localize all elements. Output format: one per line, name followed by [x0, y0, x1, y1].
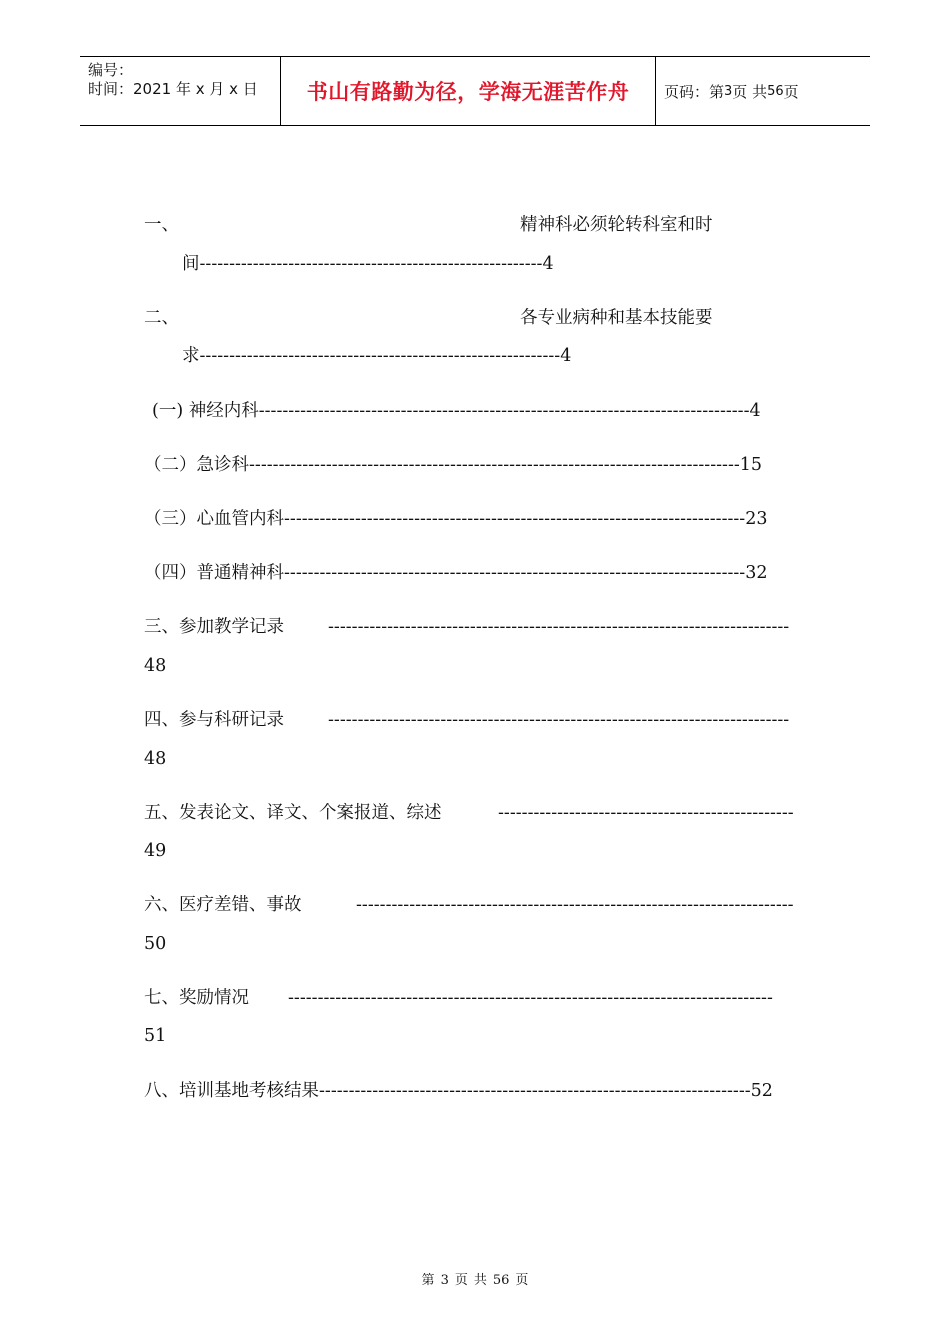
toc-entry-1-title: 精神科必须轮转科室和时 — [520, 215, 713, 235]
toc-entry-8-page: 48 — [144, 749, 167, 769]
header-page-info — [656, 57, 870, 125]
toc-entry-10-title: 六、医疗差错、事故 — [144, 895, 302, 915]
toc-entry-1-number: 一、 — [144, 215, 179, 235]
footer-current-page: 3 — [440, 1273, 449, 1288]
toc-entry-6: （四）普通精神科------------------------------------------------------------------------------32 — [144, 563, 768, 583]
footer-ye: 页 — [454, 1273, 468, 1288]
toc-entry-10-page: 50 — [144, 934, 167, 954]
toc-entry-2-continuation: 求-------------------------------------------------------------4 — [182, 346, 572, 366]
toc-entry-8-title: 四、参与科研记录 — [144, 710, 284, 730]
toc-entry-8-dashes: ------------------------------------------------------------------------------ — [328, 710, 790, 730]
header-meta-cell — [80, 57, 281, 125]
toc-entry-11-title: 七、奖励情况 — [144, 988, 249, 1008]
toc-entry-2-number: 二、 — [144, 308, 179, 328]
document-date-label: 时间：2021 年 x 月 x 日 — [88, 80, 258, 98]
toc-entry-9-title: 五、发表论文、译文、个案报道、综述 — [144, 803, 442, 823]
toc-entry-9-page: 49 — [144, 841, 167, 861]
toc-entry-7-dashes: ------------------------------------------------------------------------------ — [328, 617, 790, 637]
page-current: 3 — [724, 83, 733, 99]
toc-entry-7-title: 三、参加教学记录 — [144, 617, 284, 637]
toc-entry-2-title: 各专业病种和基本技能要 — [520, 308, 713, 328]
document-number-label: 编号： — [88, 61, 134, 79]
page-prefix: 页码：第 — [664, 82, 725, 101]
toc-entry-3: (一) 神经内科-----------------------------------------------------------------------------------4 — [152, 401, 761, 421]
footer-total-pages: 56 — [492, 1273, 510, 1288]
toc-entry-4: （二）急诊科-----------------------------------------------------------------------------------15 — [144, 455, 763, 475]
toc-entry-7-page: 48 — [144, 656, 167, 676]
toc-entry-5: （三）心血管内科------------------------------------------------------------------------------23 — [144, 509, 768, 529]
page-total: 56 — [767, 83, 784, 99]
toc-entry-9-dashes: -------------------------------------------------- — [498, 803, 794, 823]
page-mid: 页 共 — [732, 82, 768, 101]
toc-entry-12: 八、培训基地考核结果-------------------------------------------------------------------------52 — [144, 1081, 773, 1101]
footer-gong: 共 — [473, 1273, 487, 1288]
footer-di: 第 — [421, 1273, 435, 1288]
toc-entry-11-page: 51 — [144, 1026, 167, 1046]
toc-entry-11-dashes: ---------------------------------------------------------------------------------- — [288, 988, 773, 1008]
toc-entry-1-continuation: 间----------------------------------------------------------4 — [182, 254, 554, 274]
page-suffix: 页 — [783, 82, 799, 101]
header-motto: 书山有路勤为径，学海无涯苦作舟 — [281, 57, 656, 125]
toc-entry-10-dashes: -------------------------------------------------------------------------- — [356, 895, 794, 915]
document-header — [80, 56, 870, 126]
page-footer — [0, 1269, 950, 1288]
footer-ye-2: 页 — [515, 1273, 529, 1288]
